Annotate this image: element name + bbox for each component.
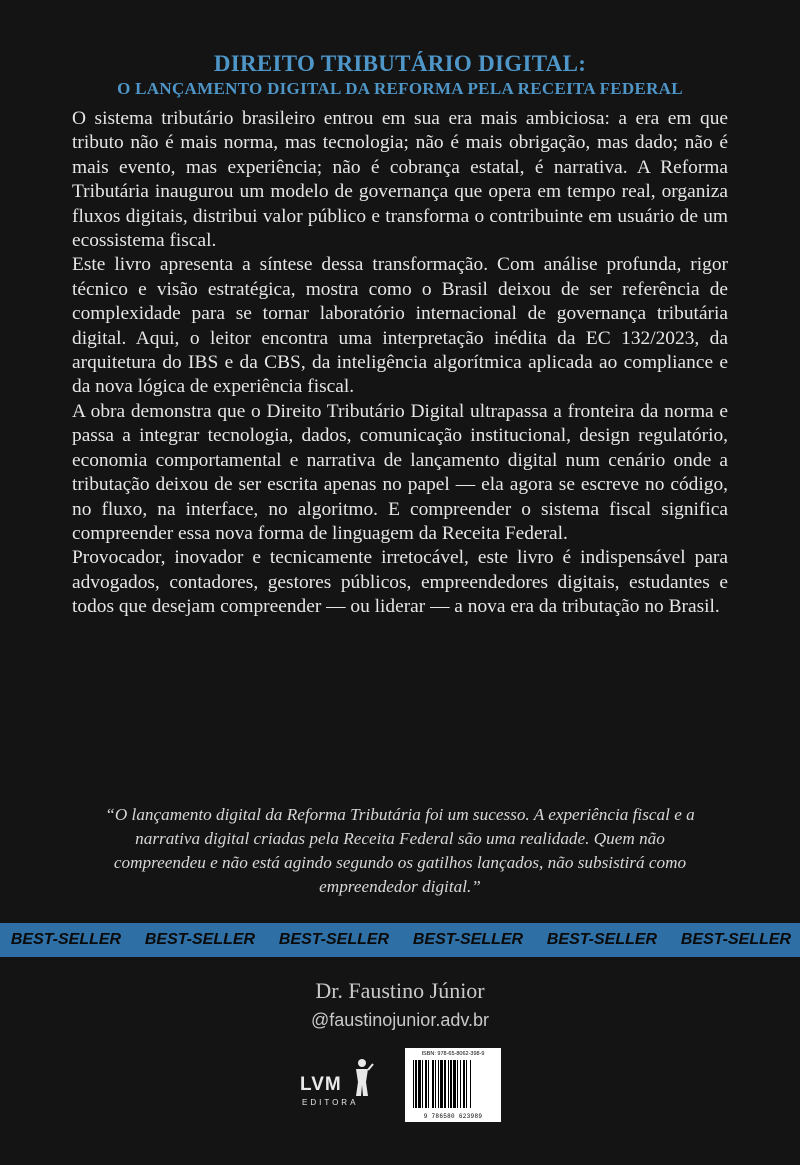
synopsis [72,107,728,620]
best-seller-band [0,923,800,957]
title-line-2: O LANÇAMENTO DIGITAL DA REFORMA PELA RECEITA FEDERAL [117,79,683,98]
band-label: BEST-SELLER [546,931,658,948]
band-label: BEST-SELLER [144,931,256,948]
barcode-bars [413,1060,493,1108]
author-handle: @faustinojunior.adv.br [310,1010,490,1030]
figure-icon [350,1058,374,1098]
band-label: BEST-SELLER [10,931,122,948]
title-line-1: DIREITO TRIBUTÁRIO DIGITAL: [213,51,587,76]
book-title [0,50,800,100]
pull-quote: “O lançamento digital da Reforma Tributária foi um sucesso. A experiência fiscal e a narrativa digital criadas pela Receita Federal são uma realidade. Quem não compreendeu e não está agindo segundo os gatilhos lançados, não subsistirá como empreendedor digital.” [105,805,695,896]
paragraph: O sistema tributário brasileiro entrou em sua era mais ambiciosa: a era em que tributo não é mais norma, mas tecnologia; não é mais obrigação, mas dado; não é mais evento, mas experiência; não é cobrança estatal, é narrativa. A Reforma Tributária inaugurou um modelo de governança que opera em tempo real, organiza fluxos digitais, distribui valor público e transforma o contribuinte em usuário de um ecossistema fiscal. [72,108,728,252]
barcode-digits: 9 786580 623989 [423,1113,483,1120]
band-label: BEST-SELLER [680,931,792,948]
paragraph: A obra demonstra que o Direito Tributário Digital ultrapassa a fronteira da norma e passa a integrar tecnologia, dados, comunicação institucional, design regulatório, economia comportamental e narrativa de lançamento digital num cenário onde a tributação deixou de ser escrita apenas no papel — ela agora se escreve no código, no fluxo, na interface, no algoritmo. E compreender o sistema fiscal significa compreender essa nova forma de linguagem da Receita Federal. [72,400,728,544]
author-name: Dr. Faustino Júnior [315,978,485,1003]
band-label: BEST-SELLER [278,931,390,948]
paragraph: Provocador, inovador e tecnicamente irretocável, este livro é indispensável para advogados, contadores, gestores públicos, empreendedores digitais, estudantes e todos que desejam compreender — ou liderar — a nova era da tributação no Brasil. [72,547,728,618]
publisher-logo [300,1058,380,1120]
publisher-name: LVM [300,1074,342,1095]
isbn-label: ISBN: 978-65-8062-398-9 [421,1051,485,1057]
publisher-sub: EDITORA [302,1098,359,1107]
paragraph: Este livro apresenta a síntese dessa transformação. Com análise profunda, rigor técnico e visão estratégica, mostra como o Brasil deixou de ser referência de complexidade para se tornar laboratório internacional de governança tributária digital. Aqui, o leitor encontra uma interpretação inédita da EC 132/2023, da arquitetura do IBS e da CBS, da inteligência algorítmica aplicada ao compliance e da nova lógica de experiência fiscal. [72,254,728,398]
barcode [405,1048,501,1122]
band-label: BEST-SELLER [412,931,524,948]
